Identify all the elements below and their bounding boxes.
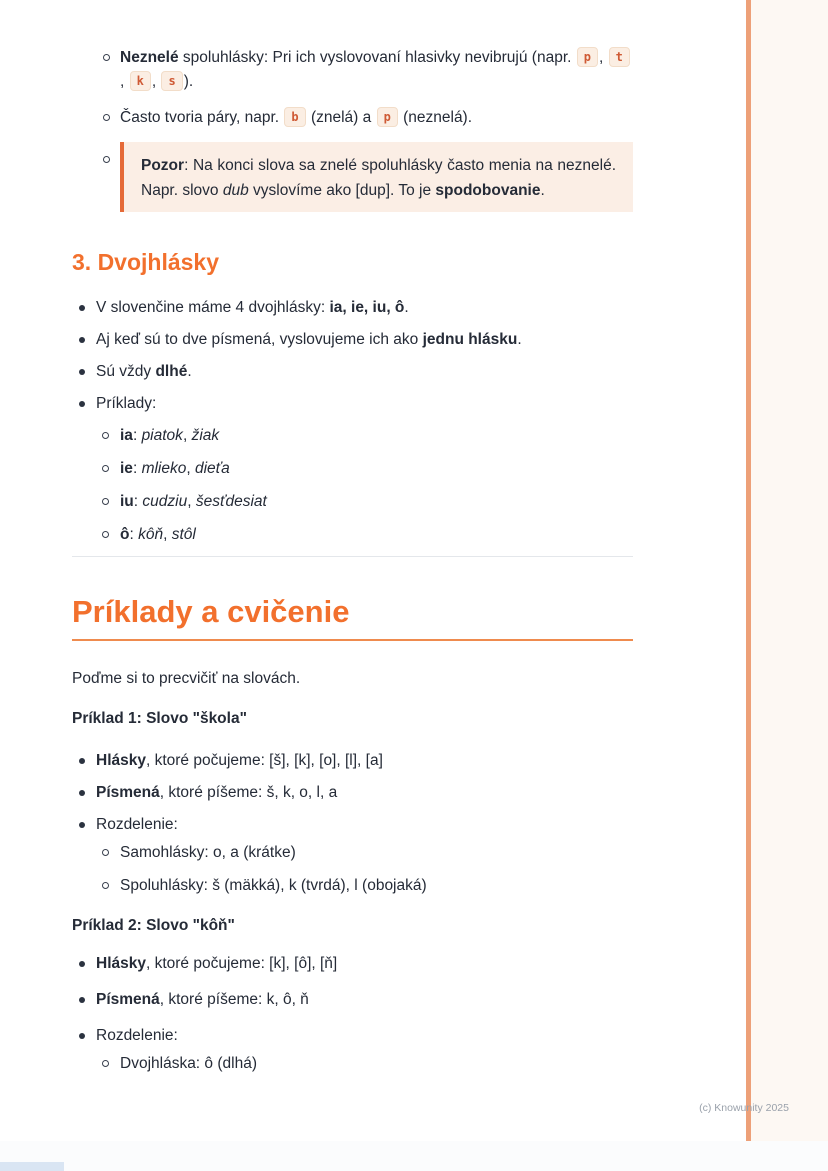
page-accent-stripe (746, 0, 751, 1141)
list-item (96, 490, 633, 514)
text-segment: Často tvoria páry, napr. (120, 109, 284, 126)
callout-text (141, 153, 616, 203)
text-segment: Rozdelenie: (96, 816, 178, 833)
list-item-text: Samohlásky: o, a (krátke) (120, 844, 296, 861)
list-item (96, 457, 633, 481)
bold-text: spodobovanie (435, 182, 541, 199)
text-segment: , (598, 49, 608, 66)
text-segment: , (182, 427, 192, 444)
bold-text: ia (120, 427, 133, 444)
italic-text: dub (222, 182, 249, 199)
list-item (96, 874, 633, 898)
bold-text: ia, ie, iu, ô (329, 299, 405, 316)
list-item (72, 988, 633, 1012)
text-segment: , (120, 73, 129, 90)
page-right-margin (751, 0, 828, 1141)
list-item (72, 296, 633, 320)
list-item-text (120, 427, 219, 444)
text-segment: . (517, 331, 522, 348)
example-2-title: Príklad 2: Slovo "kôň" (72, 917, 235, 934)
text-segment: V slovenčine máme 4 dvojhlásky: (96, 299, 330, 316)
inline-code-chip: b (284, 107, 305, 127)
text-segment: . (187, 363, 192, 380)
list-item (96, 1052, 633, 1076)
bold-text: Pozor (141, 157, 185, 174)
bold-text: Hlásky (96, 752, 146, 769)
list-item-text (96, 955, 337, 972)
text-segment: , (186, 460, 195, 477)
italic-text: žiak (191, 427, 220, 444)
list-item (72, 952, 633, 976)
text-segment: : Na konci slova sa znelé spoluhlásky často menia na neznelé. Napr. slovo (141, 157, 616, 199)
bold-text: Písmená (96, 784, 160, 801)
list-item (72, 328, 633, 352)
list-item-text (120, 49, 631, 90)
page-bottom-gap (0, 1141, 828, 1171)
example-1-title: Príklad 1: Slovo "škola" (72, 710, 247, 727)
example-1-list (72, 749, 633, 898)
text-segment: : (132, 427, 142, 444)
text-segment: , ktoré počujeme: [k], [ô], [ň] (145, 955, 338, 972)
dvojhlasky-examples-list (96, 424, 633, 547)
list-item (72, 46, 633, 94)
text-segment: , ktoré píšeme: k, ô, ň (159, 991, 309, 1008)
list-item (96, 523, 633, 547)
consonant-properties-list (72, 46, 633, 212)
bold-text: Písmená (96, 991, 160, 1008)
pozor-callout (120, 142, 633, 212)
list-item (72, 749, 633, 773)
italic-text: kôň (138, 526, 164, 543)
list-item (72, 106, 633, 130)
list-item (96, 841, 633, 865)
list-item-text: Spoluhlásky: š (mäkká), k (tvrdá), l (obojaká) (120, 877, 427, 894)
list-item-text (120, 493, 267, 510)
bold-text: jednu hlásku (422, 331, 518, 348)
bold-text: ô (120, 526, 130, 543)
text-segment: . (404, 299, 409, 316)
list-item-text (96, 1027, 178, 1044)
list-item (72, 392, 633, 547)
text-segment: , (187, 493, 196, 510)
italic-text: cudziu (142, 493, 188, 510)
inline-code-chip: t (609, 47, 630, 67)
text-segment: Aj keď sú to dve písmená, vyslovujeme ich ako (96, 331, 423, 348)
list-item (72, 360, 633, 384)
list-item-text (96, 991, 309, 1008)
text-segment: Príklady: (96, 395, 157, 412)
example-1-sublist (96, 841, 633, 898)
list-item-text (96, 331, 522, 348)
list-item-text (120, 526, 196, 543)
text-segment: . (540, 182, 545, 199)
text-segment: Rozdelenie: (96, 1027, 178, 1044)
inline-code-chip: p (377, 107, 398, 127)
list-item-text (96, 752, 383, 769)
section-divider (72, 556, 633, 557)
bold-text: iu (120, 493, 134, 510)
next-page-edge (0, 1162, 64, 1171)
text-segment: , (163, 526, 172, 543)
example-2-list (72, 952, 633, 1076)
dvojhlasky-list (72, 296, 633, 547)
text-segment: : (132, 460, 142, 477)
list-item-text: Dvojhláska: ô (dlhá) (120, 1055, 257, 1072)
document-content (72, 0, 633, 1088)
copyright-footer: (c) Knowunity 2025 (699, 1102, 789, 1114)
list-item (72, 142, 633, 212)
intro-paragraph: Poďme si to precvičiť na slovách. (72, 670, 301, 687)
example-2-sublist (96, 1052, 633, 1076)
inline-code-chip: p (577, 47, 598, 67)
list-item-text (96, 395, 156, 412)
text-segment: ). (183, 73, 194, 90)
italic-text: dieťa (194, 460, 230, 477)
list-item (72, 1024, 633, 1076)
list-item-text (96, 816, 178, 833)
text-segment: : (129, 526, 139, 543)
italic-text: stôl (171, 526, 196, 543)
inline-code-chip: s (161, 71, 182, 91)
inline-code-chip: k (130, 71, 151, 91)
italic-text: šesťdesiat (195, 493, 267, 510)
text-segment: , ktoré počujeme: [š], [k], [o], [l], [a] (145, 752, 383, 769)
text-segment: spoluhlásky: Pri ich vyslovovaní hlasivky nevibrujú (napr. (178, 49, 576, 66)
text-segment: (znelá) a (306, 109, 376, 126)
text-segment: Sú vždy (96, 363, 156, 380)
bold-text: Neznelé (120, 49, 179, 66)
bold-text: ie (120, 460, 133, 477)
list-item (72, 813, 633, 898)
list-item (96, 424, 633, 448)
text-segment: , (151, 73, 161, 90)
bold-text: dlhé (155, 363, 188, 380)
text-segment: (neznelá). (398, 109, 473, 126)
list-item-text (96, 363, 192, 380)
section-heading-dvojhlasky: 3. Dvojhlásky (72, 249, 220, 275)
text-segment: vyslovíme ako [dup]. To je (248, 182, 436, 199)
page-heading-priklady: Príklady a cvičenie (72, 593, 633, 641)
list-item-text (96, 784, 337, 801)
text-segment: : (133, 493, 143, 510)
text-segment: , ktoré píšeme: š, k, o, l, a (159, 784, 338, 801)
list-item (72, 781, 633, 805)
list-item-text (96, 299, 409, 316)
list-item-text (120, 109, 472, 126)
italic-text: piatok (141, 427, 183, 444)
italic-text: mlieko (141, 460, 187, 477)
list-item-text (120, 460, 230, 477)
bold-text: Hlásky (96, 955, 146, 972)
